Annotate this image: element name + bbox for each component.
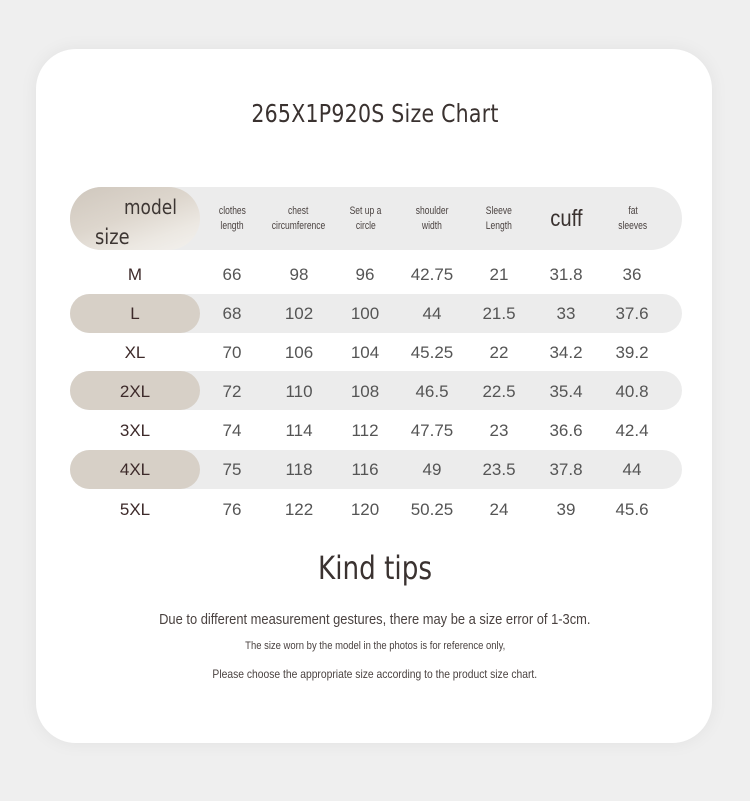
size-cell: 3XL xyxy=(119,420,151,440)
clothes-length-cell: 74 xyxy=(222,420,242,440)
sleeve-length-cell: 22 xyxy=(489,342,509,362)
cuff-cell: 33 xyxy=(556,303,576,323)
shoulder-width-cell: 47.75 xyxy=(410,420,454,440)
clothes-length-cell: 76 xyxy=(222,499,242,519)
tip-choose-size: Please choose the appropriate size according to the product size chart. xyxy=(212,667,538,681)
cuff-cell: 36.6 xyxy=(549,420,583,440)
sleeve-length-cell: 24 xyxy=(489,499,509,519)
size-cell: L xyxy=(130,303,140,323)
set-up-circle-cell: 96 xyxy=(355,264,375,284)
fat-sleeves-cell: 40.8 xyxy=(615,381,649,401)
header-cuff: cuff xyxy=(549,205,583,231)
cuff-cell: 31.8 xyxy=(549,264,583,284)
cuff-cell: 37.8 xyxy=(549,459,583,479)
clothes-length-cell: 68 xyxy=(222,303,242,323)
cuff-cell: 34.2 xyxy=(549,342,583,362)
fat-sleeves-cell: 45.6 xyxy=(615,499,649,519)
table-row xyxy=(0,411,750,450)
shoulder-width-cell: 44 xyxy=(422,303,442,323)
sleeve-length-cell: 21.5 xyxy=(482,303,516,323)
chest-circumference-cell: 106 xyxy=(284,342,314,362)
clothes-length-cell: 75 xyxy=(222,459,242,479)
clothes-length-cell: 66 xyxy=(222,264,242,284)
cuff-cell: 35.4 xyxy=(549,381,583,401)
clothes-length-cell: 72 xyxy=(222,381,242,401)
set-up-circle-cell: 108 xyxy=(350,381,380,401)
set-up-circle-cell: 100 xyxy=(350,303,380,323)
fat-sleeves-cell: 42.4 xyxy=(615,420,649,440)
tip-measurement-error: Due to different measurement gestures, there may be a size error of 1-3cm. xyxy=(159,611,591,628)
kind-tips-title: Kind tips xyxy=(317,549,433,587)
shoulder-width-cell: 42.75 xyxy=(410,264,454,284)
chart-title: 265X1P920S Size Chart xyxy=(251,99,499,128)
table-row xyxy=(0,490,750,529)
header-shoulder-width: shoulder width xyxy=(415,204,449,232)
table-row xyxy=(0,372,750,411)
size-cell: M xyxy=(127,264,143,284)
shoulder-width-cell: 45.25 xyxy=(410,342,454,362)
fat-sleeves-cell: 44 xyxy=(622,459,642,479)
header-clothes-length: clothes length xyxy=(218,204,246,232)
tip-model-reference: The size worn by the model in the photos is for reference only, xyxy=(244,640,506,652)
shoulder-width-cell: 49 xyxy=(422,459,442,479)
chest-circumference-cell: 98 xyxy=(289,264,309,284)
table-row xyxy=(0,294,750,333)
header-size-label: size xyxy=(95,225,130,249)
table-row xyxy=(0,255,750,294)
fat-sleeves-cell: 37.6 xyxy=(615,303,649,323)
size-cell: XL xyxy=(124,342,146,362)
sleeve-length-cell: 21 xyxy=(489,264,509,284)
shoulder-width-cell: 46.5 xyxy=(415,381,449,401)
chest-circumference-cell: 122 xyxy=(284,499,314,519)
header-model-label: model xyxy=(124,195,177,219)
header-sleeve-length: Sleeve Length xyxy=(485,204,513,232)
set-up-circle-cell: 104 xyxy=(350,342,380,362)
fat-sleeves-cell: 36 xyxy=(622,264,642,284)
size-cell: 2XL xyxy=(119,381,151,401)
set-up-circle-cell: 120 xyxy=(350,499,380,519)
header-fat-sleeves: fat sleeves xyxy=(618,204,648,232)
table-row xyxy=(0,333,750,372)
set-up-circle-cell: 116 xyxy=(351,459,379,479)
fat-sleeves-cell: 39.2 xyxy=(615,342,649,362)
clothes-length-cell: 70 xyxy=(222,342,242,362)
sleeve-length-cell: 23.5 xyxy=(482,459,516,479)
table-row xyxy=(0,450,750,489)
header-set-up-circle: Set up a circle xyxy=(349,204,381,232)
chest-circumference-cell: 118 xyxy=(285,459,313,479)
size-cell: 5XL xyxy=(119,499,151,519)
chest-circumference-cell: 110 xyxy=(285,381,313,401)
sleeve-length-cell: 22.5 xyxy=(482,381,516,401)
header-chest-circumference: chest circumference xyxy=(272,204,326,232)
size-cell: 4XL xyxy=(119,459,151,479)
cuff-cell: 39 xyxy=(556,499,576,519)
chest-circumference-cell: 102 xyxy=(284,303,314,323)
chest-circumference-cell: 114 xyxy=(285,420,313,440)
shoulder-width-cell: 50.25 xyxy=(410,499,454,519)
sleeve-length-cell: 23 xyxy=(489,420,509,440)
set-up-circle-cell: 112 xyxy=(351,420,379,440)
